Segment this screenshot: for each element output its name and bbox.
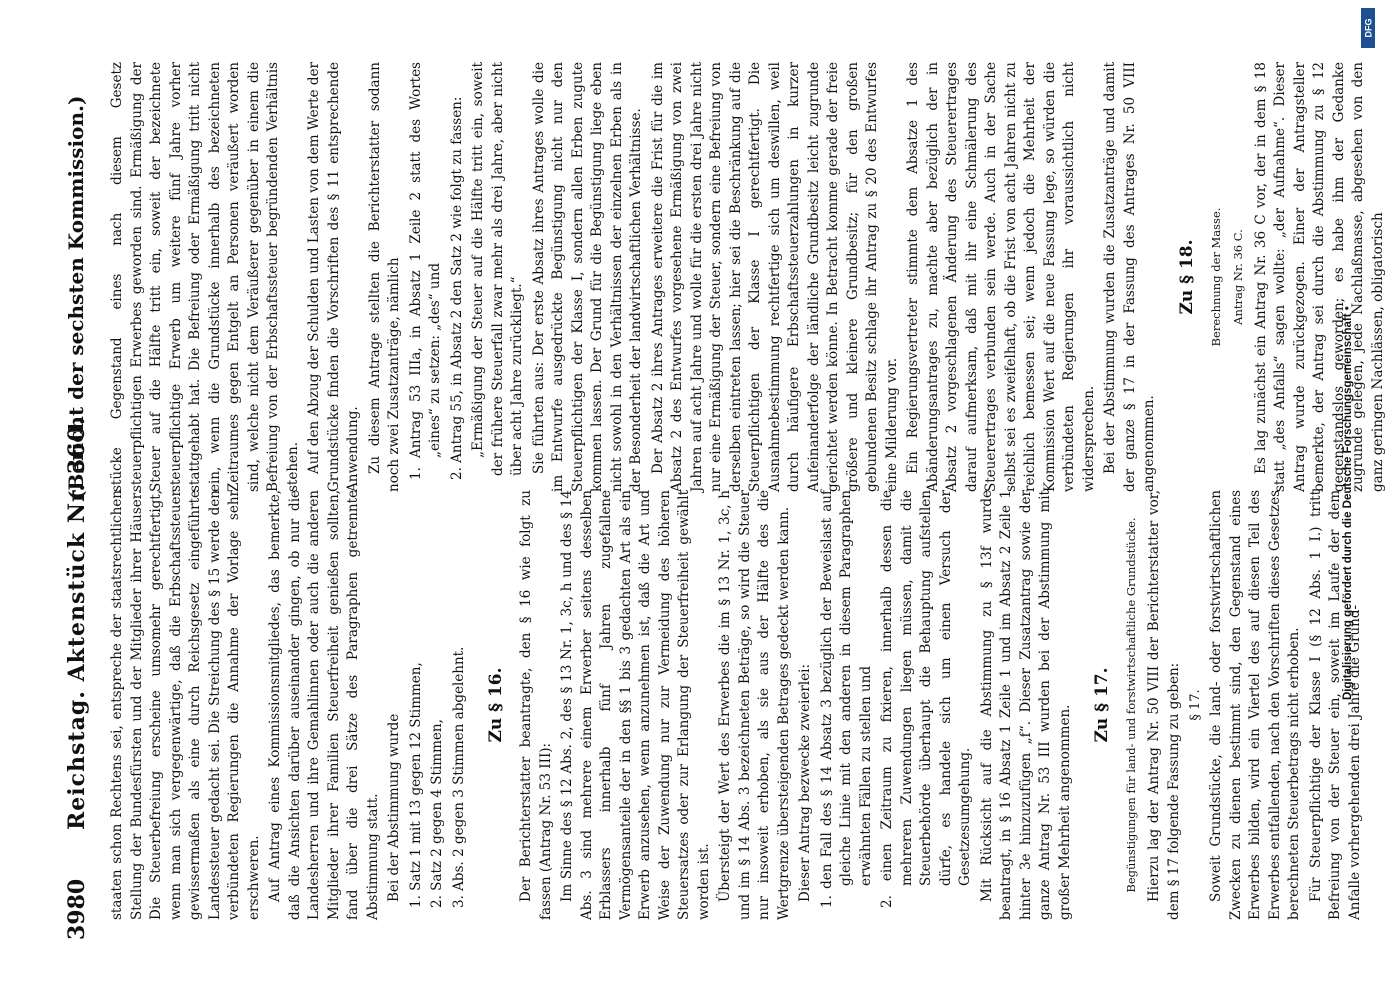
paragraph: Mit Rücksicht auf die Abstimmung zu § 13f wurde beantragt, in § 16 Absatz 1 Zeile 1 und im Absatz 2 Zeile 1 hinter 3e hinzuzufügen „f“. Dieser Zusatzantrag sowie der ganze Antrag Nr. 53 III wurden bei der Abstimmung mit großer Mehrheit angenommen. [978, 490, 1073, 920]
paragraph: Es lag zunächst ein Antrag Nr. 36 C vor, der in dem § 18 statt „des Anfalls“ sagen wollte: „der Aufnahme“. Dieser Antrag wurde zurückgezogen. Einer der Antragsteller bemerkte, der Antrag sei durch die Abstimmung zu § 12 gegenstandslos geworden; es habe ihm der Gedanke zugrunde gelegen, jede Nachlaßmasse, abgesehen von den ganz geringen Nachlässen, obligatorisch [1252, 62, 1386, 492]
paragraph: Sie führten aus: Der erste Absatz ihres Antrages wolle die im Entwurfe ausgedrückte Begünstigung nicht nur den Steuerpflichtigen der Klasse I, sondern allen Erben zugute kommen lassen. Der Grund für die Begünstigung liege eben nicht sowohl in den Verhältnissen der einzelnen Erben als in der Besonderheit der landwirtschaftlichen Verhältnisse. [530, 62, 644, 492]
list-item: 2. einen Zeitraum zu fixieren, innerhalb dessen die mehreren Zuwendungen liegen müssen, damit die Steuerbehörde überhaupt die Behauptung aufstellen dürfe, es handele sich um einen Versuch der Gesetzesumgehung. [879, 490, 973, 908]
paragraph: staaten schon Rechtens sei, entspreche der staatsrechtlichen Stellung der Bundesfürsten und der Mitglieder ihrer Häuser. Die Steuerbefreiung erscheine umsomehr gerechtfertigt, wenn man sich vergegenwärtige, daß die Erbschaftssteuer gewissermaßen als eine durch Reichsgesetz eingeführte Landessteuer gedacht sei. Die Streichung des § 15 werde den verbündeten Regierungen die Annahme der Vorlage sehr erschweren. [109, 490, 262, 920]
paragraph: Im Sinne des § 12 Abs. 2, des § 13 Nr. 1, 3c, h und des § 14 Abs. 3 sind mehrere einem Erwerber seitens desselben Erblassers innerhalb fünf Jahren zugefallene Vermögensanteile der in den §§ 1 bis 3 gedachten Art als ein Erwerb anzusehen, wenn anzunehmen ist, daß die Art und Weise der Zuwendung nur zur Vermeidung des höheren Steuersatzes oder zur Erlangung der Steuerfreiheit gewählt worden ist. [559, 490, 712, 920]
page-number: 3980 [64, 878, 90, 940]
list-item: 1. Antrag 53 IIIa, in Absatz 1 Zeile 2 statt des Wortes „eines“ zu setzen: „des“ und [407, 62, 443, 480]
page-title: Reichstag. Aktenstück Nr. 360. [64, 416, 90, 830]
quoted-text: „Ermäßigung der Steuer auf die Hälfte tritt ein, soweit der frühere Steuerfall zwar mehr als drei Jahre, aber nicht über acht Jahre zurückliegt.“ [470, 62, 525, 476]
paragraph: Ein Regierungsvertreter stimmte dem Absatze 1 des Abänderungsantrages zu, machte aber bezüglich der in Absatz 2 vorgeschlagenen Änderung des Steuerertrages darauf aufmerksam, daß mit ihr eine Schmälerung des Steuerertrages verbunden sein werde. Auch in der Sache selbst sei es zweifelhaft, ob die Frist von acht Jahren nicht zu reichlich bemessen sei; wenn jedoch die Mehrheit der Kommission Wert auf die neue Fassung lege, so würden die verbündeten Regierungen ihr voraussichtlich nicht widersprechen. [905, 62, 1097, 492]
paragraph: Bei der Abstimmung wurden die Zusatzanträge und damit der ganze § 17 in der Fassung des Antrages Nr. 50 VIII angenommen. [1102, 62, 1157, 492]
section-subheading: Berechnung der Masse. [1208, 207, 1223, 347]
list-item: 3. Abs. 2 gegen 3 Stimmen abgelehnt. [450, 646, 467, 908]
paragraph: Auf Antrag eines Kommissionsmitgliedes, das bemerkte, daß die Ansichten darüber auseinander gingen, ob nur die Landesherren und ihre Gemahlinnen oder auch die anderen Mitglieder ihrer Familien Steuerfreiheit genießen sollten, fand über die drei Sätze des Paragraphen getrennte Abstimmung statt. [267, 490, 381, 920]
paragraph: Dieser Antrag bezwecke zweierlei: [797, 664, 813, 902]
paragraph: Auf den Abzug der Schulden und Lasten von dem Werte der Grundstücke finden die Vorschriften des § 11 entsprechende Anwendung. [306, 62, 361, 492]
page-subtitle: (Bericht der sechsten Kommission.) [64, 95, 88, 500]
paragraph: Übersteigt der Wert des Erwerbes die im § 13 Nr. 1, 3c, h und im § 14 Abs. 3 bezeichneten Beträge, so wird die Steuer nur insoweit erhoben, als sie aus der Hälfte des die Wertgrenze übersteigenden Betrages gedeckt werden kann. [717, 490, 792, 920]
section-heading: Zu § 16. [486, 667, 506, 743]
list-item: 2. Satz 2 gegen 4 Stimmen, [429, 719, 445, 908]
right-column [108, 62, 1386, 492]
paragraph: Soweit Grundstücke, die land- oder forstwirtschaftlichen Zwecken zu dienen bestimmt sind, den Gegenstand eines Erwerbes bilden, wird ein Viertel des auf diesen Teil des Erwerbes entfallenden, nach den Vorschriften dieses Gesetzes berechneten Steuerbetrags nicht erhoben. [1208, 490, 1302, 920]
paragraph-number: § 17. [1188, 689, 1203, 721]
section-subheading: Begünstigungen für land- und forstwirtschaftliche Grundstücke. [1124, 517, 1138, 893]
paragraph: Der Absatz 2 ihres Antrages erweitere die Frist für die im Absatz 2 des Entwurfes vorgesehene Ermäßigung von zwei Jahren auf acht Jahre und wolle für die ersten drei Jahre nicht nur eine Ermäßigung der Steuer, sondern eine Befreiung von derselben eintreten lassen; hier sei die Beschränkung auf die Steuerpflichtigen der Klasse I gerechtfertigt. Die Ausnahmebestimmung rechtfertige sich um deswillen, weil durch häufigere Erbschaftssteuerzahlungen in kurzer Aufeinanderfolge der ländliche Grundbesitz leicht zugrunde gerichtet werden könne. In Betracht komme gerade der freie größere und kleinere Grundbesitz; für den großen gebundenen Besitz schlage ihr Antrag zu § 20 des Entwurfes eine Milderung vor. [649, 62, 900, 492]
page-header [58, 60, 98, 940]
paragraph: Bei der Abstimmung wurde [386, 713, 402, 902]
section-heading: Zu § 17. [1092, 667, 1112, 743]
list-item: 2. Antrag 55, in Absatz 2 den Satz 2 wie folgt zu fassen: [448, 96, 465, 480]
paragraph: Hierzu lag der Antrag Nr. 50 VIII der Berichterstatter vor, dem § 17 folgende Fassung zu geben: [1146, 490, 1182, 920]
section-heading: Zu § 18. [1176, 239, 1197, 315]
dfg-logo-text: DFG [1363, 18, 1373, 38]
digitization-stamp [1336, 20, 1360, 700]
paragraph: Für Steuerpflichtige der Klasse I (§ 12 Abs. 1 I.) tritt Befreiung von der Steuer ein, soweit im Laufe der dem Anfalle vorhergehenden drei Jahre die Grund- [1307, 490, 1363, 920]
paragraph: Der Berichterstatter beantragte, den § 16 wie folgt zu fassen (Antrag Nr. 53 III): [518, 490, 554, 920]
list-item: 1. den Fall des § 14 Absatz 3 bezüglich der Beweislast auf gleiche Linie mit den anderen in diesem Paragraphen erwähnten Fällen zu stellen und [818, 490, 874, 908]
stamp-text: Digitalisierung gefördert durch die Deutsche Forschungsgemeinschaft • [1342, 306, 1354, 700]
dfg-logo [1361, 8, 1375, 48]
paragraph: stücke Gegenstand eines nach diesem Gesetz steuerpflichtigen Erwerbes geworden sind. Ermäßigung der Steuer auf die Hälfte tritt ein, soweit der bezeichnete steuerpflichtige Erwerb um weitere fünf Jahre vorher stattgehabt hat. Die Befreiung oder Ermäßigung tritt nicht ein, wenn die Grundstücke innerhalb des bezeichneten Zeitraumes gegen Entgelt an Personen veräußert worden sind, welche nicht dem Veräußerer gegenüber in einem die Befreiung von der Erbschaftssteuer begründenden Verhältnis stehen. [109, 62, 301, 492]
section-subheading: Antrag Nr. 36 C. [1230, 229, 1245, 325]
paragraph: Zu diesem Antrage stellten die Berichterstatter sodann noch zwei Zusatzanträge, nämlich [366, 62, 402, 492]
list-item: 1. Satz 1 mit 13 gegen 12 Stimmen, [407, 662, 424, 908]
